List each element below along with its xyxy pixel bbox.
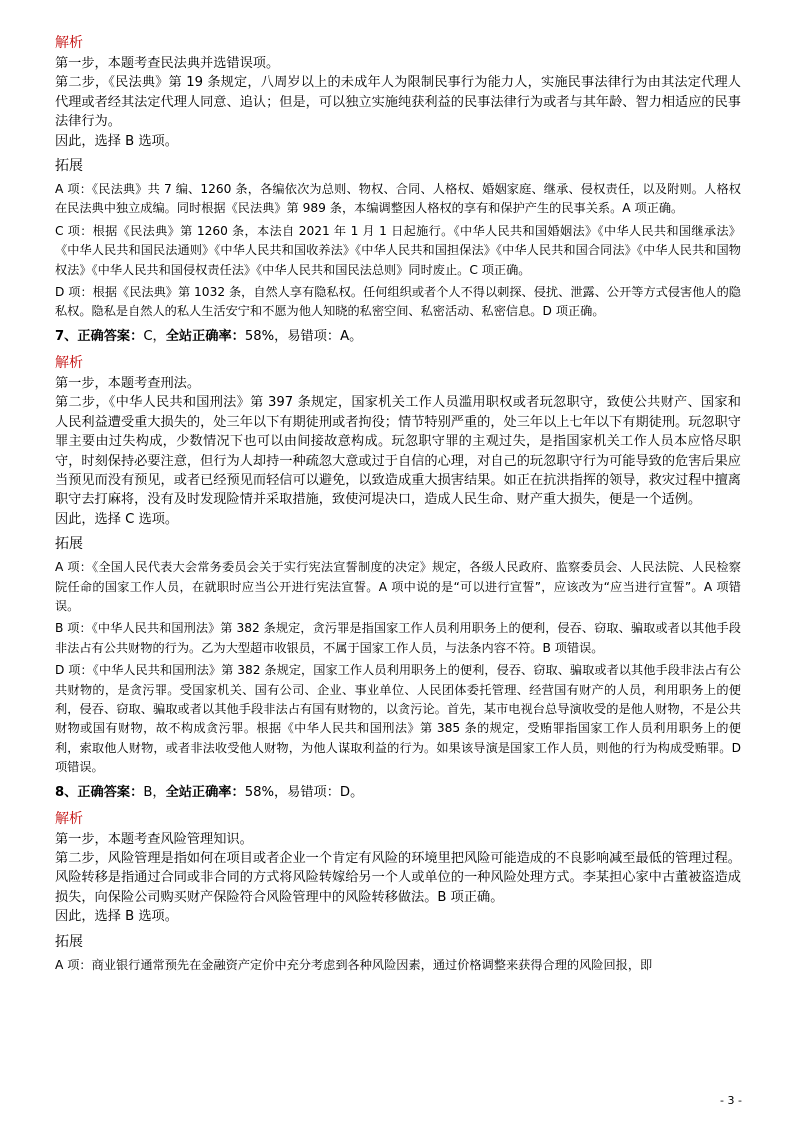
answer-value: C， <box>143 328 166 344</box>
analysis-conclusion: 因此，选择 B 选项。 <box>55 909 178 925</box>
answer-line <box>55 783 741 803</box>
rate-label: 全站正确率： <box>165 328 245 344</box>
answer-value: B， <box>143 784 166 800</box>
document-page <box>55 0 741 975</box>
rate-label: 全站正确率： <box>165 784 245 800</box>
extension-heading: 拓展 <box>55 933 83 950</box>
extension-item-c: C 项：根据《民法典》第 1260 条，本法自 2021 年 1 月 1 日起施行。《中华人民共和国婚姻法》《中华人民共和国继承法》《中华人民共和国民法通则》《中华人民共和国收养法》《中华人民共和国担保法》《中华人民共和国合同法》《中华人民共和国物权法》《中华人民共和国侵权责任法》《中华人民共和国民法总则》同时废止。C 项正确。 <box>55 223 741 277</box>
extension-item-a: A 项：《全国人民代表大会常务委员会关于实行宪法宣誓制度的决定》规定，各级人民政府、监察委员会、人民法院、人民检察院任命的国家工作人员，在就职时应当公开进行宪法宣誓。A 项中说的是“可以进行宣誓”，应该改为“应当进行宣誓”。A 项错误。 <box>55 560 741 613</box>
rate-value: 58%，易错项：A。 <box>244 328 363 344</box>
extension-item-b: B 项：《中华人民共和国刑法》第 382 条规定，贪污罪是指国家工作人员利用职务上的便利，侵吞、窃取、骗取或者以其他手段非法占有公共财物的行为。乙为大型超市收银员，不属于国家工作人员，与法条内容不符。B 项错误。 <box>55 621 741 655</box>
analysis-conclusion: 因此，选择 C 选项。 <box>55 511 179 527</box>
analysis-step: 第一步，本题考查民法典并选错误项。 <box>55 56 280 71</box>
question-number: 7、 <box>55 328 78 344</box>
analysis-heading: 解析 <box>55 35 83 51</box>
answer-line <box>55 327 741 347</box>
question-7-explanation <box>55 327 741 778</box>
analysis-step: 第二步，风险管理是指如何在项目或者企业一个肯定有风险的环境里把风险可能造成的不良影响减至最低的管理过程。风险转移是指通过合同或非合同的方式将风险转嫁给另一个人或单位的一种风险处理方式。李某担心家中古董被盗造成损失，向保险公司购买财产保险符合风险管理中的风险转移做法。B 项正确。 <box>55 851 741 905</box>
extension-heading: 拓展 <box>55 536 83 553</box>
question-6-explanation <box>55 33 741 322</box>
analysis-step: 第一步，本题考查刑法。 <box>55 375 201 391</box>
analysis-step: 第一步，本题考查风险管理知识。 <box>55 831 253 847</box>
question-8-explanation <box>55 783 741 975</box>
analysis-step: 第二步，《中华人民共和国刑法》第 397 条规定，国家机关工作人员滥用职权或者玩忽职守，致使公共财产、国家和人民利益遭受重大损失的，处三年以下有期徒刑或者拘役；情节特别严重的，处三年以上七年以下有期徒刑。玩忽职守罪主要由过失构成，少数情况下也可以由间接故意构成。玩忽职守罪的主观过失，是指国家机关工作人员本应恪尽职守，时刻保持必要注意，但行为人却持一种疏忽大意或过于自信的心理，对自己的玩忽职守行为可能导致的危害后果应当预见而没有预见，或者已经预见而轻信可以避免，以致造成重大损害结果。如正在抗洪指挥的领导，救灾过程中擅离职守去打麻将，没有及时发现险情并采取措施，致使河堤决口，造成人民生命、财产重大损失，便是一个适例。 <box>55 395 741 508</box>
answer-label: 正确答案： <box>77 328 144 344</box>
extension-item-d: D 项：《中华人民共和国刑法》第 382 条规定，国家工作人员利用职务上的便利，侵吞、窃取、骗取或者以其他手段非法占有公共财物的，是贪污罪。受国家机关、国有公司、企业、事业单位、人民团体委托管理、经营国有财产的人员，利用职务上的便利，侵吞、窃取、骗取或者以其他手段非法占有国有财物的，以贪污论。首先，某市电视台总导演收受的是他人财物，不是公共财物或国有财物，故不构成贪污罪。根据《中华人民共和国刑法》第 385 条的规定，受贿罪指国家工作人员利用职务上的便利，索取他人财物，或者非法收受他人财物，为他人谋取利益的行为。如果该导演是国家工作人员，则他的行为构成受贿罪。D 项错误。 <box>55 663 741 775</box>
analysis-heading: 解析 <box>55 810 83 827</box>
extension-item-d: D 项：根据《民法典》第 1032 条，自然人享有隐私权。任何组织或者个人不得以刺探、侵扰、泄露、公开等方式侵害他人的隐私权。隐私是自然人的私人生活安宁和不愿为他人知晓的私密空间、私密活动、私密信息。D 项正确。 <box>55 285 741 319</box>
extension-item-a: A 项：商业银行通常预先在金融资产定价中充分考虑到各种风险因素，通过价格调整来获得合理的风险回报，即 <box>55 957 653 972</box>
extension-heading: 拓展 <box>55 158 83 175</box>
extension-item-a: A 项：《民法典》共 7 编、1260 条，各编依次为总则、物权、合同、人格权、婚姻家庭、继承、侵权责任，以及附则。人格权在民法典中独立成编。同时根据《民法典》第 989 条，本编调整因人格权的享有和保护产生的民事关系。A 项正确。 <box>55 182 741 216</box>
answer-label: 正确答案： <box>77 784 144 800</box>
rate-value: 58%，易错项：D。 <box>244 784 364 800</box>
analysis-conclusion: 因此，选择 B 选项。 <box>55 133 178 149</box>
page-number: - 3 - <box>720 1094 742 1107</box>
question-number: 8、 <box>55 784 78 800</box>
analysis-heading: 解析 <box>55 354 83 371</box>
analysis-step: 第二步，《民法典》第 19 条规定，八周岁以上的未成年人为限制民事行为能力人，实施民事法律行为由其法定代理人代理或者经其法定代理人同意、追认；但是，可以独立实施纯获利益的民事法律行为或者与其年龄、智力相适应的民事法律行为。 <box>55 75 741 130</box>
